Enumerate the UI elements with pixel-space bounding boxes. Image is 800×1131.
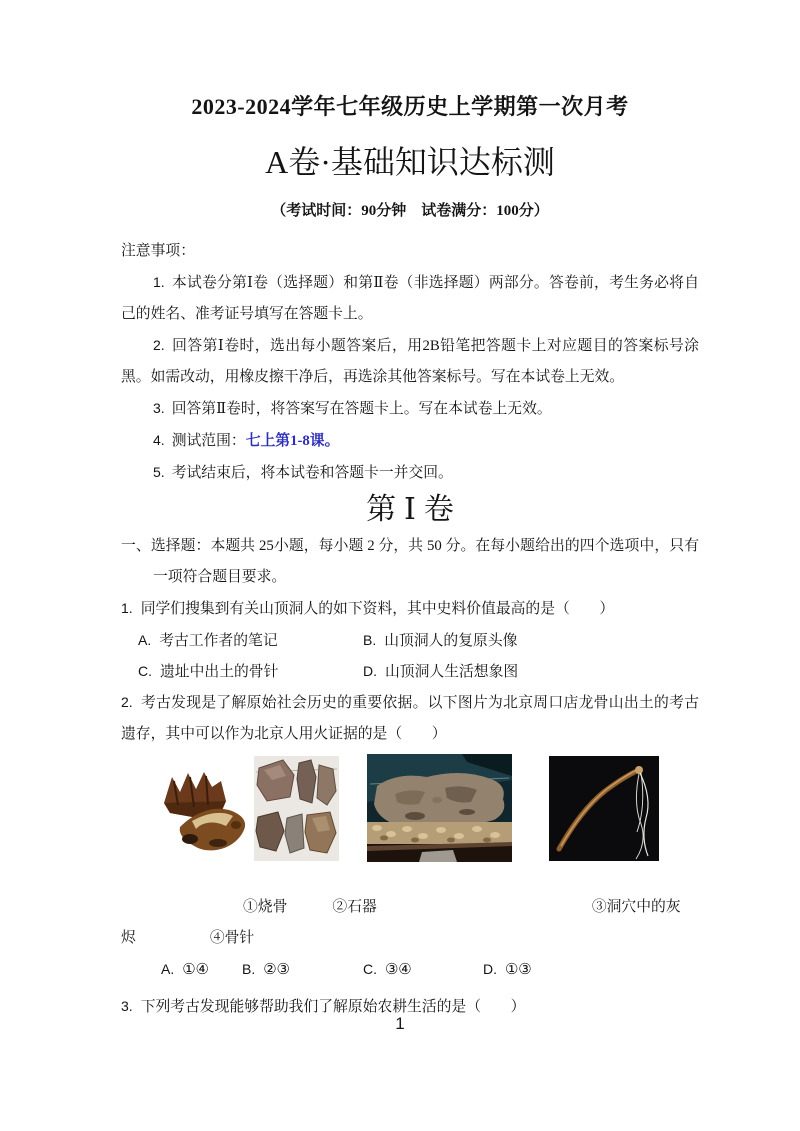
photo-cave-ash-display [367, 754, 512, 862]
section-1-intro [121, 531, 699, 593]
notice-item-5-number: 5. [153, 464, 165, 480]
option-c-letter: C. [363, 961, 377, 977]
question-1-option-c [138, 656, 363, 687]
question-2-text: 考古发现是了解原始社会历史的重要依据。以下图片为北京周口店龙骨山出土的考古遗存，其中可以作为北京人用火证据的是（ ） [121, 695, 699, 742]
option-c-text: 遗址中出土的骨针 [160, 664, 279, 680]
question-1-stem [121, 593, 699, 625]
page-number: 1 [395, 1014, 405, 1033]
option-c-letter: C. [138, 663, 152, 679]
notice-heading: 注意事项： [121, 243, 195, 259]
option-b-text: ②③ [263, 962, 290, 978]
option-a-letter: A. [161, 961, 175, 977]
question-1-options-row-1 [121, 625, 699, 656]
question-2-option-a [161, 954, 242, 985]
option-d-letter: D. [363, 663, 377, 679]
option-a-letter: A. [138, 632, 152, 648]
question-2-photo-row [121, 754, 699, 862]
exam-title: 2023-2024学年七年级历史上学期第一次月考 [191, 94, 629, 119]
question-2-options-row [121, 954, 699, 985]
question-2-option-c [363, 954, 483, 985]
question-2-stem [121, 687, 699, 750]
photo-bone-needle [549, 756, 659, 861]
option-b-letter: B. [242, 961, 256, 977]
notice-item-3 [121, 393, 699, 425]
page-content [121, 0, 699, 1023]
caption-burned-bones: ①烧骨 [243, 899, 288, 915]
notice-item-1-number: 1. [153, 274, 165, 290]
notice-item-4-number: 4. [153, 432, 165, 448]
caption-cave-ash-part1: ③洞穴中的灰 [591, 899, 681, 915]
question-1-option-d [363, 656, 699, 687]
notice-item-4-text: 测试范围： [171, 433, 246, 449]
notice-item-5 [121, 457, 699, 489]
option-a-text: ①④ [182, 962, 209, 978]
question-1-number: 1. [121, 600, 133, 616]
caption-cave-ash-part2: 烬 [121, 930, 136, 946]
notice-item-2-text: 回答第Ⅰ卷时，选出每小题答案后，用2B铅笔把答题卡上对应题目的答案标号涂黑。如需改动，用橡皮擦干净后，再选涂其他答案标号。写在本试卷上无效。 [121, 338, 699, 385]
option-d-letter: D. [483, 961, 497, 977]
question-1-option-b [363, 625, 699, 656]
photo-captions-line-2 [121, 923, 699, 954]
notice-section [121, 236, 699, 489]
notice-item-2-number: 2. [153, 337, 165, 353]
photo-stone-tools [254, 756, 339, 861]
notice-item-1-text: 本试卷分第Ⅰ卷（选择题）和第Ⅱ卷（非选择题）两部分。答卷前，考生务必将自己的姓名、准考证号填写在答题卡上。 [121, 275, 699, 322]
notice-item-2 [121, 330, 699, 393]
question-3-number: 3. [121, 998, 133, 1014]
section-1-intro-text: 本题共 25小题，每小题 2 分，共 50 分。在每小题给出的四个选项中，只有一项符合题目要求。 [153, 538, 699, 585]
question-2-option-d [483, 954, 699, 985]
photo-captions-line-1 [121, 892, 699, 923]
question-1-options-row-2 [121, 656, 699, 687]
photo-burned-bones [152, 761, 252, 856]
notice-item-3-text: 回答第Ⅱ卷时，将答案写在答题卡上。写在本试卷上无效。 [171, 401, 552, 417]
notice-item-1 [121, 267, 699, 330]
option-d-text: ①③ [505, 962, 532, 978]
question-1-option-a [138, 625, 363, 656]
option-b-letter: B. [363, 632, 377, 648]
caption-bone-needle: ④骨针 [209, 930, 255, 946]
paper-subtitle: A卷·基础知识达标测 [265, 144, 555, 180]
option-d-text: 山顶洞人生活想象图 [385, 664, 519, 680]
option-c-text: ③④ [385, 962, 412, 978]
question-2-number: 2. [121, 694, 133, 710]
question-1-text: 同学们搜集到有关山顶洞人的如下资料，其中史料价值最高的是（ ） [140, 601, 615, 617]
notice-item-5-text: 考试结束后，将本试卷和答题卡一并交回。 [171, 465, 453, 481]
section-1-heading: 第Ⅰ卷 [366, 493, 462, 526]
caption-stone-tools: ②石器 [332, 899, 377, 915]
question-2-option-b [242, 954, 363, 985]
notice-item-3-number: 3. [153, 400, 165, 416]
notice-item-4 [121, 425, 699, 457]
question-3-text: 下列考古发现能够帮助我们了解原始农耕生活的是（ ） [140, 999, 526, 1015]
test-range-highlight: 七上第1-8课。 [245, 433, 340, 449]
section-1-intro-label: 一、选择题： [121, 538, 211, 554]
exam-info-line: （考试时间：90分钟 试卷满分：100分） [271, 203, 549, 219]
option-b-text: 山顶洞人的复原头像 [384, 633, 518, 649]
option-a-text: 考古工作者的笔记 [159, 633, 278, 649]
